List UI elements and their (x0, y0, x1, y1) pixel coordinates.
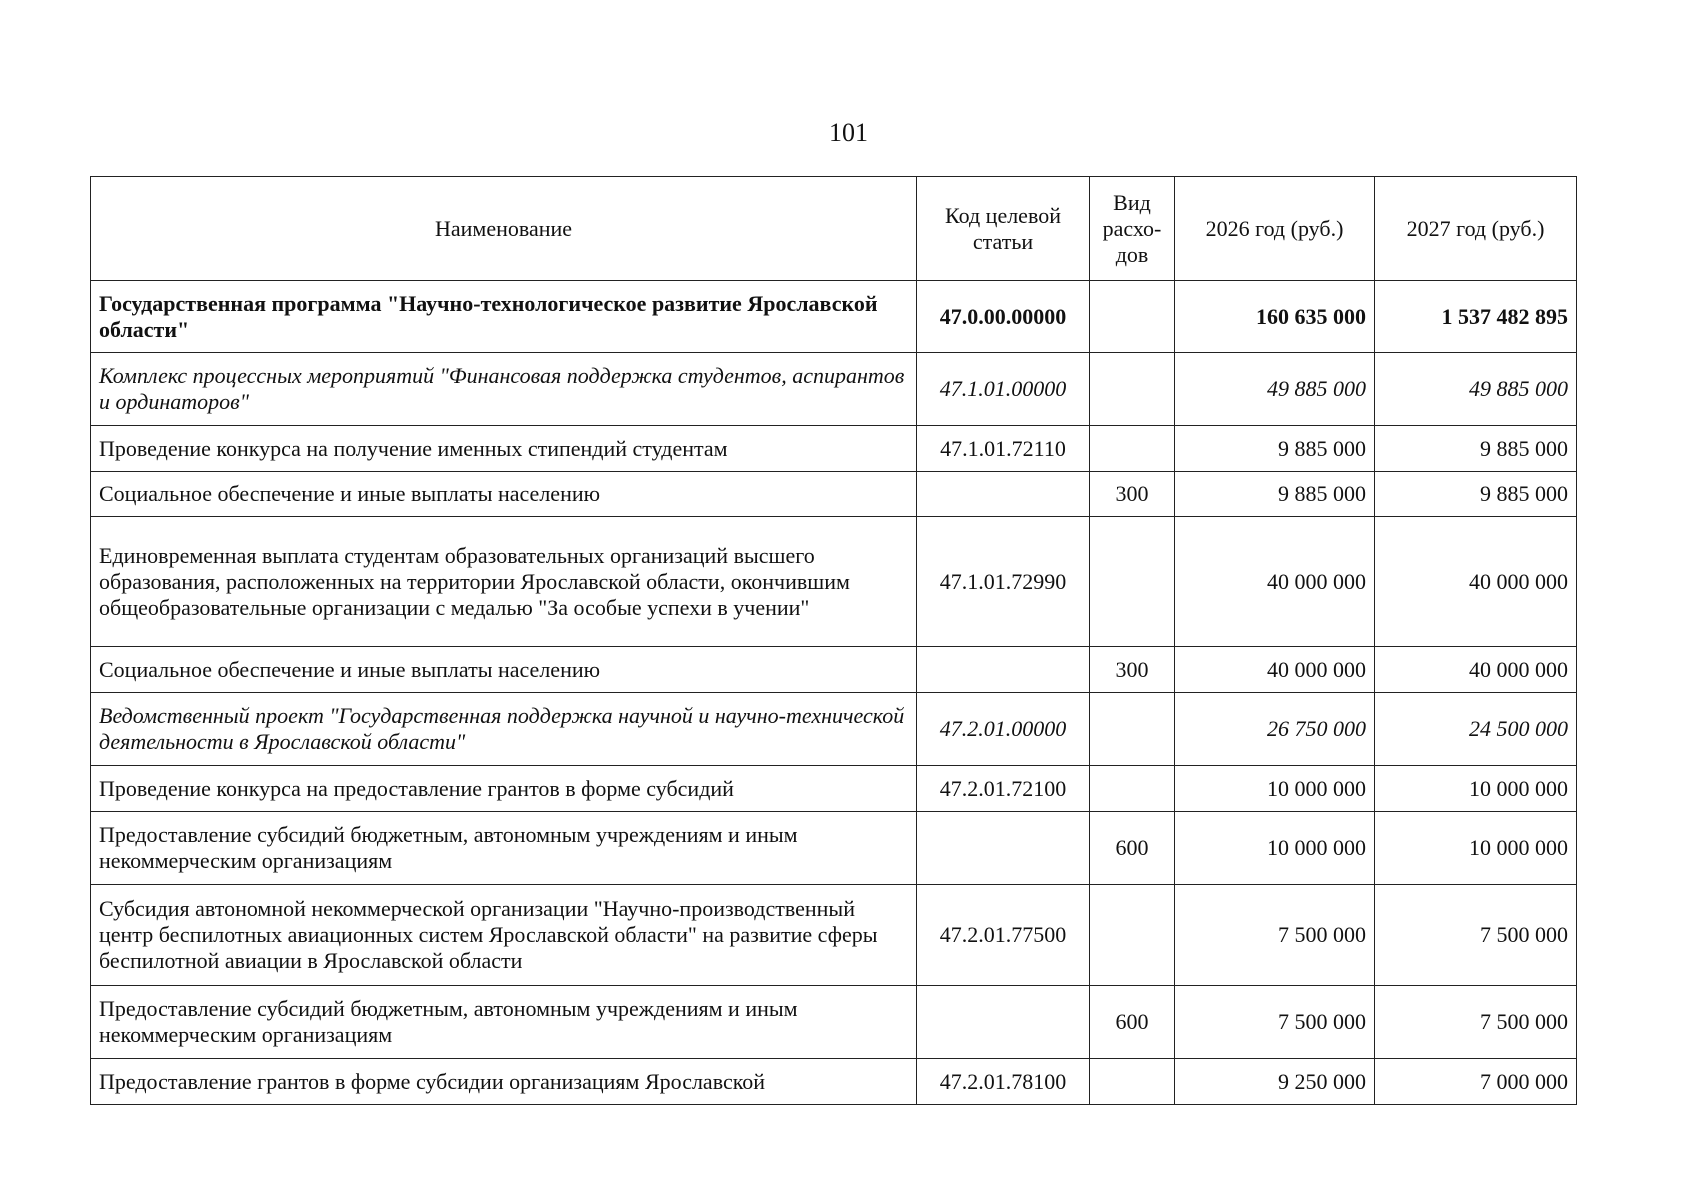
row-kind (1090, 885, 1175, 986)
row-year-2027: 7 000 000 (1375, 1059, 1577, 1105)
row-kind (1090, 353, 1175, 426)
table-row (91, 353, 1577, 426)
row-name: Проведение конкурса на предоставление грантов в форме субсидий (91, 766, 917, 812)
row-code: 47.2.01.77500 (917, 885, 1090, 986)
row-code (917, 812, 1090, 885)
row-kind: 300 (1090, 647, 1175, 693)
table-row (91, 472, 1577, 517)
table-row (91, 517, 1577, 647)
row-year-2027: 9 885 000 (1375, 472, 1577, 517)
row-code: 47.2.01.72100 (917, 766, 1090, 812)
row-code: 47.2.01.00000 (917, 693, 1090, 766)
table-row (91, 426, 1577, 472)
row-year-2027: 7 500 000 (1375, 885, 1577, 986)
row-name: Ведомственный проект "Государственная поддержка научной и научно-технической деятельности в Ярославской области" (91, 693, 917, 766)
row-name: Комплекс процессных мероприятий "Финансовая поддержка студентов, аспирантов и ординаторов" (91, 353, 917, 426)
row-year-2027: 40 000 000 (1375, 517, 1577, 647)
row-kind: 600 (1090, 812, 1175, 885)
row-year-2027: 24 500 000 (1375, 693, 1577, 766)
row-year-2027: 49 885 000 (1375, 353, 1577, 426)
page-number (0, 118, 1697, 148)
header-kind: Вид расхо-дов (1090, 177, 1175, 281)
row-kind (1090, 693, 1175, 766)
table-row (91, 1059, 1577, 1105)
row-name: Социальное обеспечение и иные выплаты населению (91, 472, 917, 517)
row-name: Субсидия автономной некоммерческой организации "Научно-производственный центр беспилотных авиационных систем Ярославской области" на развитие сферы беспилотной авиации в Ярославской области (91, 885, 917, 986)
row-code: 47.1.01.72990 (917, 517, 1090, 647)
row-name: Проведение конкурса на получение именных стипендий студентам (91, 426, 917, 472)
table-row (91, 281, 1577, 353)
row-year-2026: 7 500 000 (1175, 885, 1375, 986)
row-name: Предоставление субсидий бюджетным, автономным учреждениям и иным некоммерческим организациям (91, 986, 917, 1059)
row-year-2026: 40 000 000 (1175, 647, 1375, 693)
row-year-2026: 26 750 000 (1175, 693, 1375, 766)
header-code: Код целевой статьи (917, 177, 1090, 281)
row-year-2026: 40 000 000 (1175, 517, 1375, 647)
row-code (917, 472, 1090, 517)
row-kind (1090, 766, 1175, 812)
table-row (91, 986, 1577, 1059)
page-number-text: 101 (829, 118, 868, 147)
row-kind: 300 (1090, 472, 1175, 517)
header-year-2026: 2026 год (руб.) (1175, 177, 1375, 281)
row-kind: 600 (1090, 986, 1175, 1059)
row-year-2027: 10 000 000 (1375, 766, 1577, 812)
row-year-2026: 7 500 000 (1175, 986, 1375, 1059)
row-name: Предоставление грантов в форме субсидии организациям Ярославской (91, 1059, 917, 1105)
budget-table (90, 176, 1577, 1105)
row-kind (1090, 426, 1175, 472)
row-kind (1090, 281, 1175, 353)
row-code: 47.0.00.00000 (917, 281, 1090, 353)
row-year-2027: 10 000 000 (1375, 812, 1577, 885)
row-year-2027: 7 500 000 (1375, 986, 1577, 1059)
row-code: 47.1.01.00000 (917, 353, 1090, 426)
row-year-2026: 9 885 000 (1175, 472, 1375, 517)
table-row (91, 693, 1577, 766)
row-year-2026: 160 635 000 (1175, 281, 1375, 353)
row-year-2026: 9 885 000 (1175, 426, 1375, 472)
row-year-2027: 40 000 000 (1375, 647, 1577, 693)
header-name: Наименование (91, 177, 917, 281)
header-year-2027: 2027 год (руб.) (1375, 177, 1577, 281)
row-name: Государственная программа "Научно-технологическое развитие Ярославской области" (91, 281, 917, 353)
table-row (91, 812, 1577, 885)
table-row (91, 885, 1577, 986)
row-code (917, 986, 1090, 1059)
row-code: 47.2.01.78100 (917, 1059, 1090, 1105)
row-year-2027: 9 885 000 (1375, 426, 1577, 472)
row-code (917, 647, 1090, 693)
row-kind (1090, 517, 1175, 647)
row-code: 47.1.01.72110 (917, 426, 1090, 472)
row-year-2027: 1 537 482 895 (1375, 281, 1577, 353)
table-body (91, 281, 1577, 1105)
row-name: Предоставление субсидий бюджетным, автономным учреждениям и иным некоммерческим организациям (91, 812, 917, 885)
table-row (91, 766, 1577, 812)
row-year-2026: 49 885 000 (1175, 353, 1375, 426)
row-name: Социальное обеспечение и иные выплаты населению (91, 647, 917, 693)
table-row (91, 647, 1577, 693)
row-year-2026: 9 250 000 (1175, 1059, 1375, 1105)
row-name: Единовременная выплата студентам образовательных организаций высшего образования, расположенных на территории Ярославской области, окончившим общеобразовательные организации с медалью "За особые успехи в учении" (91, 517, 917, 647)
table-header-row (91, 177, 1577, 281)
row-kind (1090, 1059, 1175, 1105)
row-year-2026: 10 000 000 (1175, 812, 1375, 885)
row-year-2026: 10 000 000 (1175, 766, 1375, 812)
